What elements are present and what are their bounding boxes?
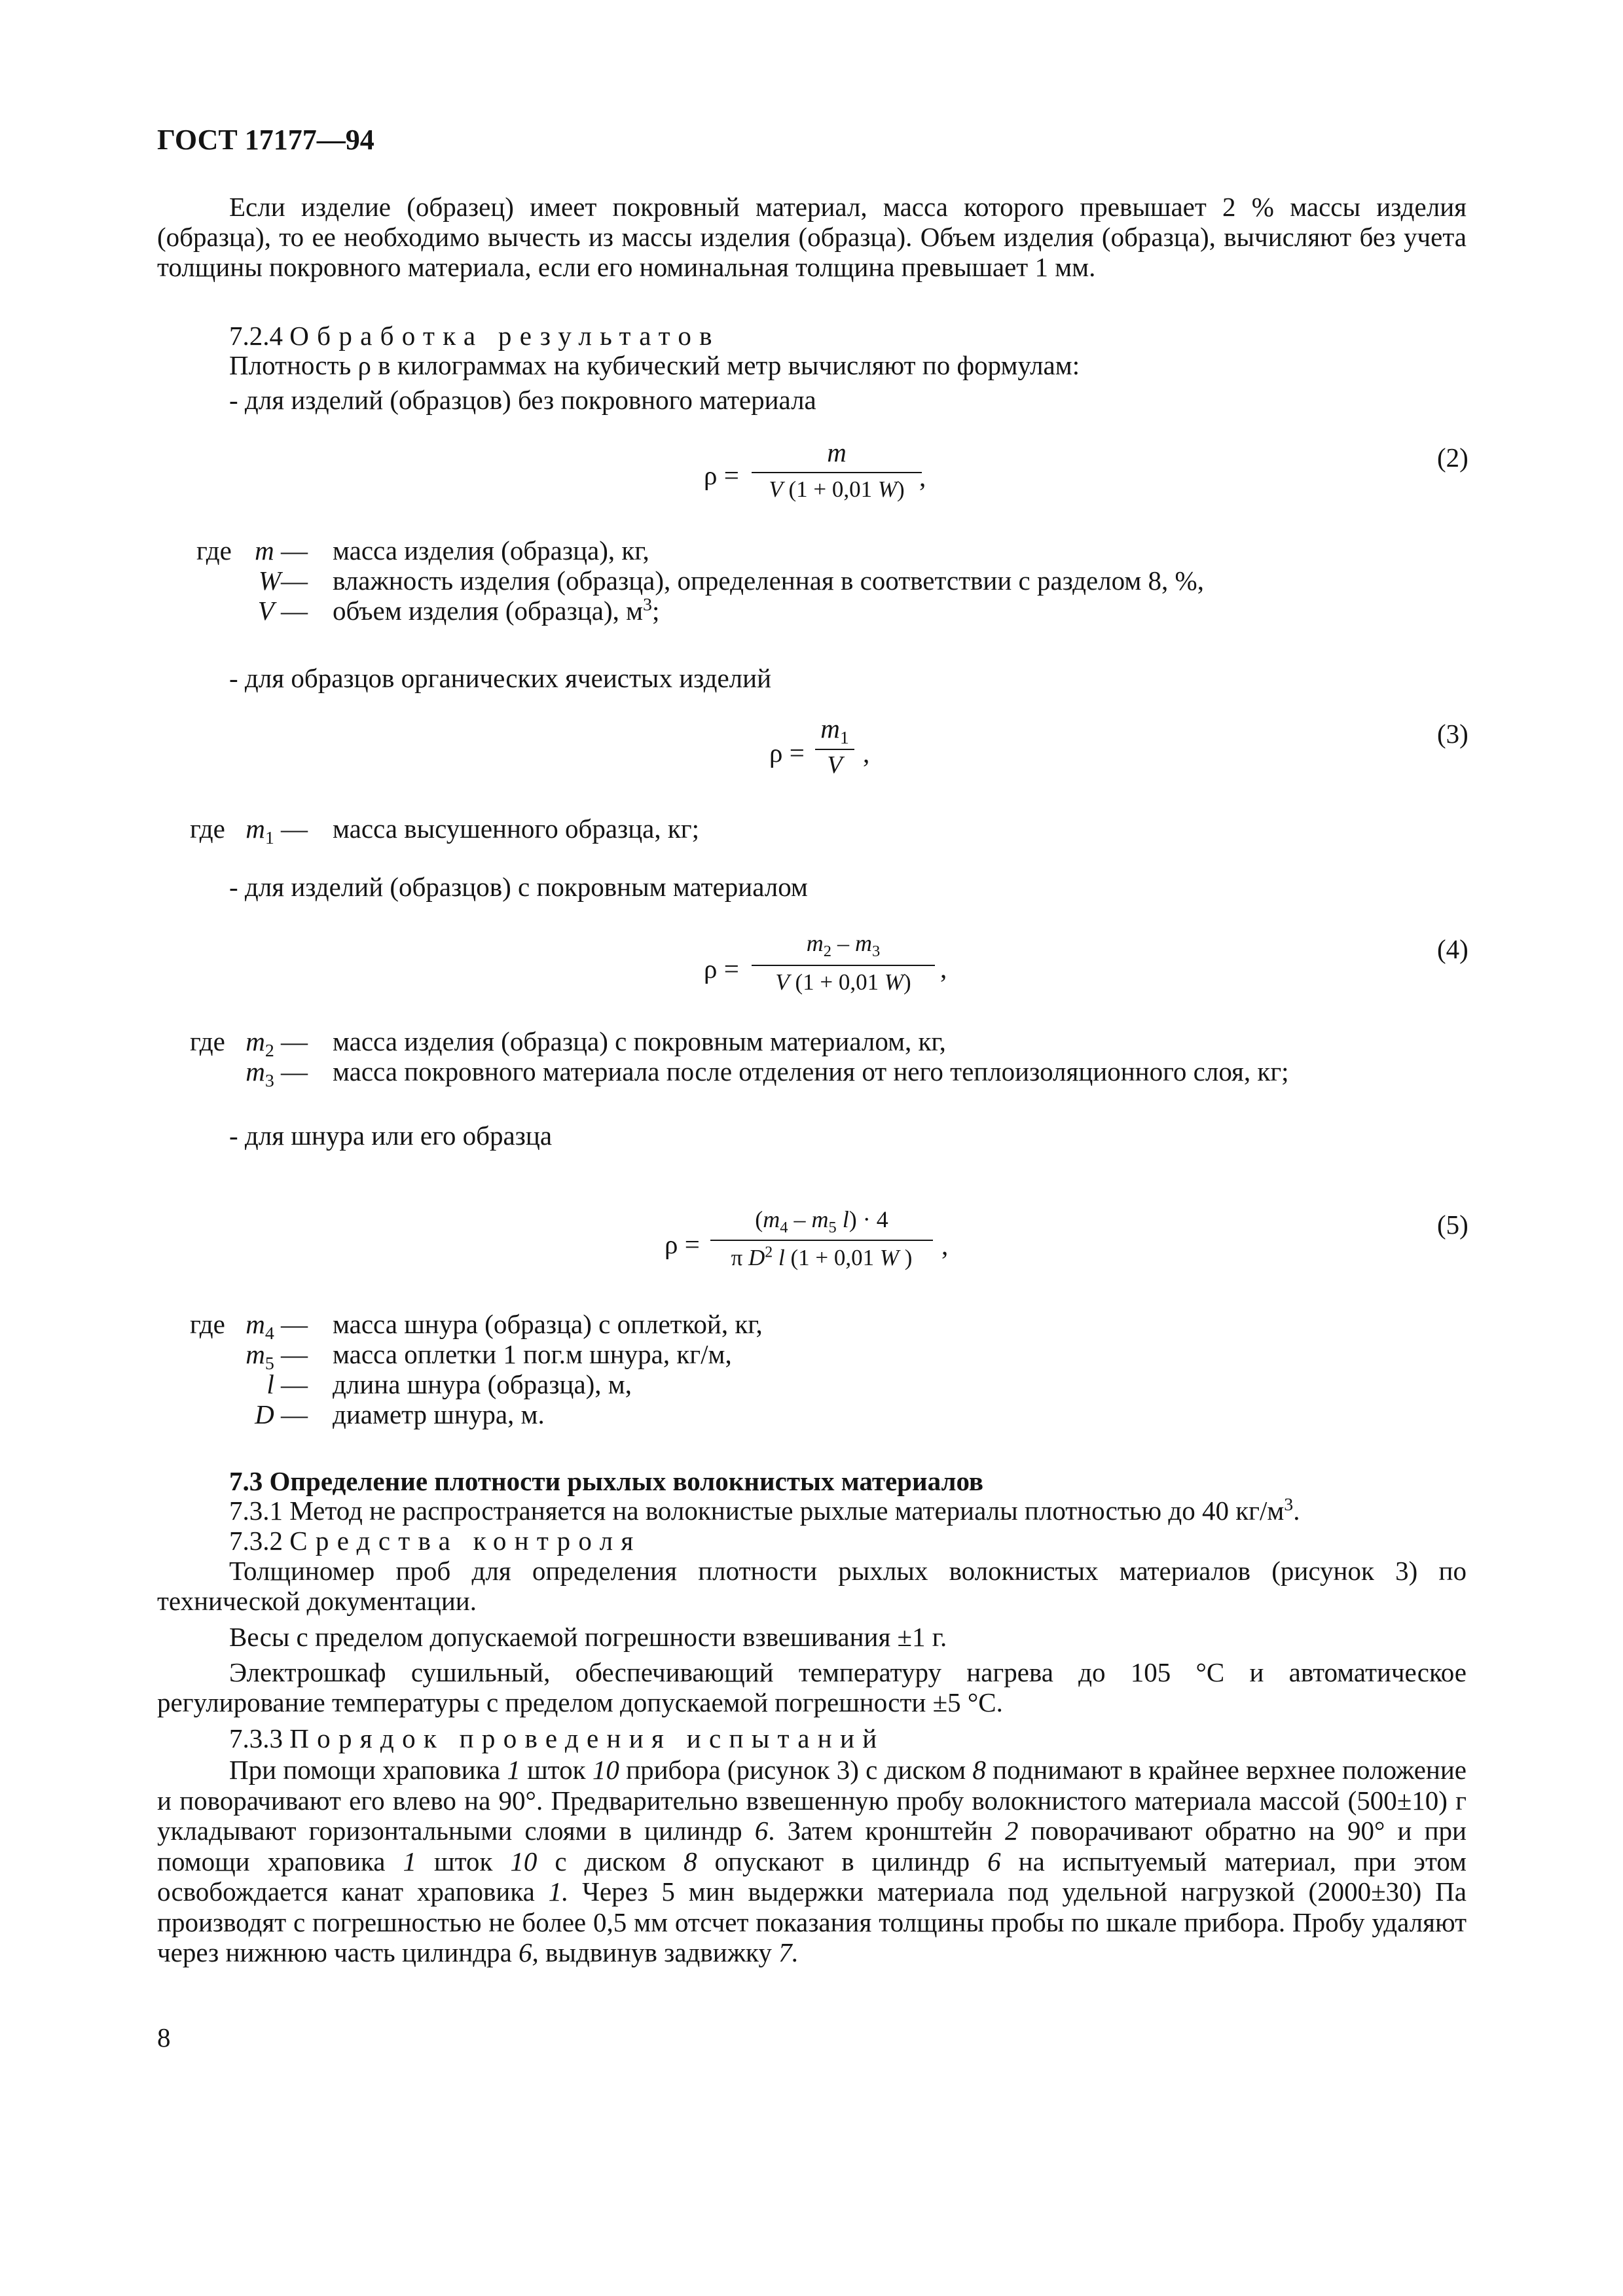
item-with-cover: - для изделий (образцов) с покровным материалом: [229, 872, 808, 902]
formula-2-lhs: ρ =: [704, 460, 739, 490]
formula-3-numerator: $m_1$: [820, 713, 849, 749]
legend-4-symbol-m3: $m_3$ —: [246, 1056, 308, 1092]
section-7-3-2-heading: [229, 1526, 642, 1556]
formula-5-lhs: ρ =: [665, 1229, 700, 1259]
section-7-3-heading: 7.3 Определение плотности рыхлых волокнистых материалов: [229, 1466, 984, 1496]
formula-5-numerator: ($m_4 - m_5$ l) · 4: [755, 1206, 888, 1237]
formula-3-fraction-bar: [815, 749, 854, 750]
item-organic-cellular: - для образцов органических ячеистых изделий: [229, 663, 772, 693]
formula-5-tail: ,: [941, 1230, 949, 1261]
formula-4-fraction-bar: [752, 965, 935, 966]
section-title: Обработка результатов: [289, 321, 720, 351]
legend-5-text-l: длина шнура (образца), м,: [333, 1369, 632, 1399]
legend-2-symbol-w: W—: [258, 565, 308, 596]
paragraph-procedure: При помощи храповика 1 шток 10 прибора (рисунок 3) с диском 8 поднимают в крайнее верхнее положение и поворачивают его влево на 90°. Предварительно взвешенную пробу волокнистого материала массой (500±10) г укладывают горизонтальными слоями в цилиндр 6. Затем кронштейн 2 поворачивают обратно на 90° и при помощи храповика 1 шток 10 с диском 8 опускают в цилиндр 6 на испытуемый материал, при этом освобождается канат храповика 1. Через 5 мин выдержки материала под удельной нагрузкой (2000±30) Па производят с погрешностью не более 0,5 мм отсчет показания толщины пробы по шкале прибора. Пробу удаляют через нижнюю часть цилиндра 6, выдвинув задвижку 7.: [157, 1755, 1467, 1967]
formula-4-numerator: $m_2 - m_3$: [806, 930, 881, 961]
item-without-cover: - для изделий (образцов) без покровного материала: [229, 385, 816, 415]
legend-3-symbol-m1: $m_1$ —: [246, 814, 308, 849]
formula-2-number: (2): [1437, 442, 1468, 473]
formula-3-denominator: V: [827, 751, 843, 779]
formula-5-denominator: π $D^2$ l (1 + 0,01 W ): [731, 1244, 913, 1270]
legend-4-text-m2: масса изделия (образца) с покровным материалом, кг,: [333, 1026, 946, 1056]
formula-2-denominator: V (1 + 0,01 W): [769, 476, 905, 502]
section-title: Средства контроля: [289, 1526, 642, 1556]
legend-5-symbol-d: D —: [255, 1399, 308, 1429]
legend-4-where: где: [190, 1026, 225, 1056]
legend-5-symbol-l: l —: [266, 1369, 308, 1399]
legend-5-text-m4: масса шнура (образца) с оплеткой, кг,: [333, 1309, 763, 1339]
item-cord: - для шнура или его образца: [229, 1121, 553, 1151]
section-number: 7.3.2: [229, 1526, 283, 1556]
formula-5-fraction-bar: [710, 1240, 933, 1241]
formula-4-tail: ,: [940, 954, 947, 984]
section-number: 7.3.3: [229, 1723, 283, 1753]
formula-2-fraction-bar: [752, 472, 922, 473]
section-number: 7.2.4: [229, 321, 283, 351]
legend-3-text-m1: масса высушенного образца, кг;: [333, 814, 699, 844]
paragraph-oven: Электрошкаф сушильный, обеспечивающий температуру нагрева до 105 °С и автоматическое регулирование температуры с пределом допускаемой погрешности ±5 °С.: [157, 1657, 1467, 1717]
page-number: 8: [157, 2022, 171, 2053]
formula-4-lhs: ρ =: [704, 954, 739, 984]
legend-5-where: где: [190, 1309, 225, 1339]
formula-4-number: (4): [1437, 934, 1468, 964]
legend-4-text-m3: масса покровного материала после отделения от него теплоизоляционного слоя, кг;: [333, 1056, 1289, 1086]
formula-2-tail: ,: [919, 462, 926, 492]
section-title: Порядок проведения испытаний: [289, 1723, 885, 1753]
legend-2-text-m: масса изделия (образца), кг,: [333, 535, 649, 565]
formula-3-number: (3): [1437, 719, 1468, 749]
legend-2-text-v: объем изделия (образца), $м^3$;: [333, 594, 660, 626]
legend-2-symbol-m: m —: [255, 535, 308, 565]
legend-3-where: где: [190, 814, 225, 844]
paragraph-cover-material: Если изделие (образец) имеет покровный материал, масса которого превышает 2 % массы изделия (образца), то ее необходимо вычесть из массы изделия (образца). Объем изделия (образца), вычисляют без учета толщины покровного материала, если его номинальная толщина превышает 1 мм.: [157, 192, 1467, 282]
paragraph-scales: Весы с пределом допускаемой погрешности взвешивания ±1 г.: [229, 1622, 947, 1652]
legend-4-symbol-m2: $m_2$ —: [246, 1026, 308, 1062]
legend-5-symbol-m5: $m_5$ —: [246, 1339, 308, 1374]
legend-2-where: где: [196, 535, 232, 565]
formula-3-lhs: ρ =: [769, 738, 805, 768]
formula-4-denominator: V (1 + 0,01 W): [775, 969, 911, 995]
document-code: ГОСТ 17177—94: [157, 124, 374, 156]
formula-3-tail: ,: [863, 738, 870, 768]
legend-2-symbol-v: V —: [257, 596, 308, 626]
density-intro: Плотность ρ в килограммах на кубический метр вычисляют по формулам:: [229, 350, 1080, 380]
legend-5-symbol-m4: $m_4$ —: [246, 1309, 308, 1344]
section-7-3-3-heading: [229, 1723, 884, 1754]
paragraph-thickness-gauge: Толщиномер проб для определения плотности рыхлых волокнистых материалов (рисунок 3) по технической документации.: [157, 1556, 1467, 1616]
formula-2-numerator: m: [827, 437, 847, 467]
section-7-2-4-heading: [229, 321, 720, 351]
legend-5-text-m5: масса оплетки 1 пог.м шнура, кг/м,: [333, 1339, 732, 1369]
section-7-3-1-text: 7.3.1 Метод не распространяется на волокнистые рыхлые материалы плотностью до 40 $кг/м^3$.: [229, 1494, 1300, 1526]
legend-2-text-w: влажность изделия (образца), определенная в соответствии с разделом 8, %,: [333, 565, 1204, 596]
formula-5-number: (5): [1437, 1210, 1468, 1240]
legend-5-text-d: диаметр шнура, м.: [333, 1399, 545, 1429]
